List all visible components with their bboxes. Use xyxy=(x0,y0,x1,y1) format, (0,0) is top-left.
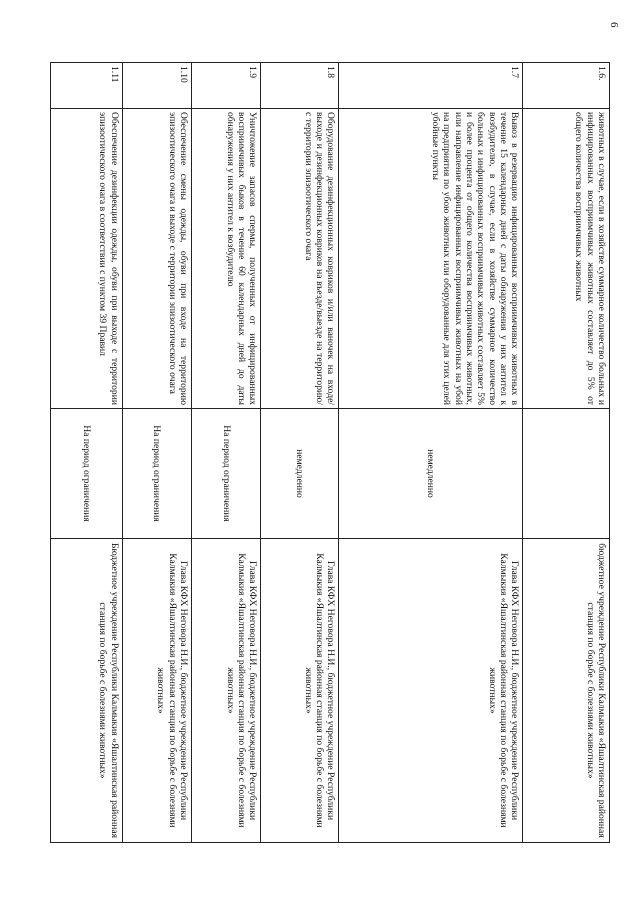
term-cell: На период ограничения xyxy=(51,409,123,539)
responsible-cell: Бюджетное учреждение Республики Калмыкия «Яшалтинская районная станция по борьбе с болезнями животных» xyxy=(51,539,123,843)
responsible-cell: Глава КФХ Неговора Н.И., бюджетное учреждение Республики Калмыкия «Яшалтинская районная станция по борьбе с болезнями животных» xyxy=(191,539,260,843)
measures-table xyxy=(50,62,610,843)
measure-text: Уничтожение запасов спермы, полученных от инфицированных восприимчивых быков в течение 60 календарных дней до даты обнаружения у них антител к возбудителю xyxy=(191,109,260,409)
row-number: 1.6. xyxy=(523,63,610,109)
responsible-cell: Глава КФХ Неговора Н.И., бюджетное учреждение Республики Калмыкия «Яшалтинская районная станция по борьбе с болезнями животных» xyxy=(261,539,339,843)
measure-text: Обеспечение смены одежды, обуви при входе на территорию эпизоотического очага и выходе с территории эпизоотического очага xyxy=(122,109,191,409)
term-cell: немедленно xyxy=(339,409,523,539)
row-number: 1.11 xyxy=(51,63,123,109)
responsible-cell: Глава КФХ Неговора Н.И., бюджетное учреждение Республики Калмыкия «Яшалтинская районная станция по борьбе с болезнями животных» xyxy=(339,539,523,843)
row-number: 1.10 xyxy=(122,63,191,109)
term-cell xyxy=(523,409,610,539)
table-row xyxy=(191,63,260,843)
table-row xyxy=(261,63,339,843)
measure-text: Обеспечение дезинфекции одежды, обуви при выходе с территории эпизоотического очага в соответствии с пунктом 39 Правил xyxy=(51,109,123,409)
rotated-table-container xyxy=(50,62,610,842)
responsible-cell: Глава КФХ Неговора Н.И., бюджетное учреждение Республики Калмыкия «Яшалтинская районная станция по борьбе с болезнями животных» xyxy=(122,539,191,843)
table-row xyxy=(523,63,610,843)
measure-text: Вывоз в резервацию инфицированных восприимчивых животных в течение 15 календарных дней с даты обнаружения у них антител к возбудителю, в случае, если в хозяйстве суммарное количество больных и инфицированных восприимчивых животных составляет 5% и более процента от общего количества восприимчивых животных, или направление инфицированных восприимчивых животных на убой на предприятия по убою животных или оборудованные для этих целей убойные пункты xyxy=(339,109,523,409)
term-cell: На период ограничения xyxy=(191,409,260,539)
measure-text: животных в случае, если в хозяйстве суммарное количество больных и инфицированных восприимчивых животных составляет до 5% от общего количества восприимчивых животных xyxy=(523,109,610,409)
row-number: 1.9 xyxy=(191,63,260,109)
row-number: 1.7 xyxy=(339,63,523,109)
table-row xyxy=(51,63,123,843)
term-cell: На период ограничения xyxy=(122,409,191,539)
row-number: 1.8 xyxy=(261,63,339,109)
measure-text: Оборудование дезинфекционных ковриков и/или ваночек на входе/выходе и дезинфекционных ковриков на въезде/выезде на территорию/с территории эпизоотического очага xyxy=(261,109,339,409)
table-row xyxy=(122,63,191,843)
term-cell: немедленно xyxy=(261,409,339,539)
responsible-cell: бюджетное учреждение Республики Калмыкия «Яшалтинская районная станция по борьбе с болезнями животных» xyxy=(523,539,610,843)
table-row xyxy=(339,63,523,843)
page-number: 6 xyxy=(608,22,620,28)
